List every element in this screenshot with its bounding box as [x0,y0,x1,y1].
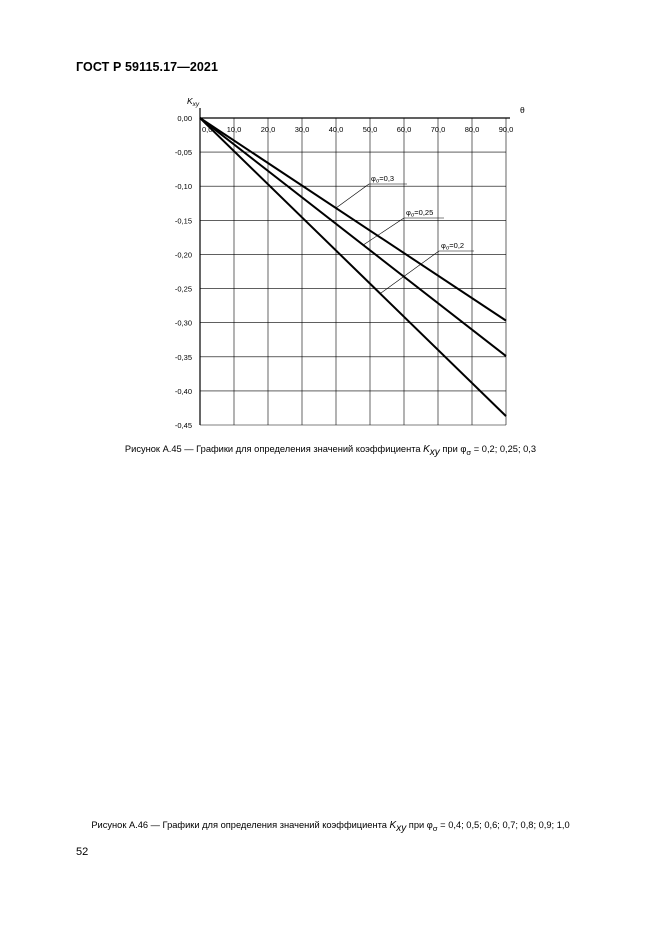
document-header: ГОСТ Р 59115.17—2021 [76,60,219,74]
y-tick-label: -0,35 [174,352,192,362]
caption-text-mid: при φ [406,820,433,830]
x-tick-label: 50,0 [362,125,378,134]
y-tick-label: -0,30 [174,318,192,328]
y-tick-label: -0,40 [174,386,192,396]
y-axis-label: $K_{xy}$ [187,96,200,108]
caption-variable: K [423,444,430,455]
caption-variable-sub: xy [396,822,407,834]
x-tick-label: 40,0 [328,125,344,134]
y-tick-label: -0,20 [174,250,192,260]
series-label-leader [336,184,369,208]
series-label-leader [363,218,404,245]
caption-variable-sub: xy [429,446,440,458]
x-tick-label: 0,0 [202,125,213,134]
figure-caption-a45 [0,444,661,458]
caption-variable: K [389,820,397,831]
series-label: $\varphi_\sigma=0,25$ [406,208,434,219]
caption-values: = 0,4; 0,5; 0,6; 0,7; 0,8; 0,9; 1,0 [437,820,570,830]
x-tick-label: 10,0 [226,125,242,134]
series-line [200,118,506,321]
caption-text: Рисунок А.46 — Графики для определения значений коэффициента [91,820,390,830]
y-tick-label: -0,15 [174,216,192,226]
y-tick-label: -0,45 [174,421,192,430]
caption-text-mid: при φ [439,444,467,454]
y-tick-label: -0,25 [174,284,192,294]
x-tick-label: 30,0 [294,125,310,134]
page-number: 52 [76,846,89,858]
y-tick-label: -0,05 [174,148,192,158]
x-tick-label: 20,0 [260,125,276,134]
series-line [200,118,506,356]
figure-caption-a46 [0,820,661,834]
series-line [200,118,506,416]
x-tick-label: 60,0 [396,125,412,134]
x-axis-label: θ [520,105,525,115]
caption-text: Рисунок А.45 — Графики для определения значений коэффициента [124,444,424,454]
y-tick-label: -0,10 [174,182,192,192]
y-tick-label: 0,00 [177,114,192,123]
x-tick-label: 90,0 [498,125,514,134]
caption-phi-sub: σ [466,447,472,457]
series-label: $\varphi_\sigma=0,2$ [441,241,465,252]
x-tick-label: 70,0 [430,125,446,134]
series-label: $\varphi_\sigma=0,3$ [371,174,395,185]
x-tick-label: 80,0 [464,125,480,134]
caption-phi-sub: σ [432,823,438,833]
caption-values: = 0,2; 0,25; 0,3 [471,444,537,454]
